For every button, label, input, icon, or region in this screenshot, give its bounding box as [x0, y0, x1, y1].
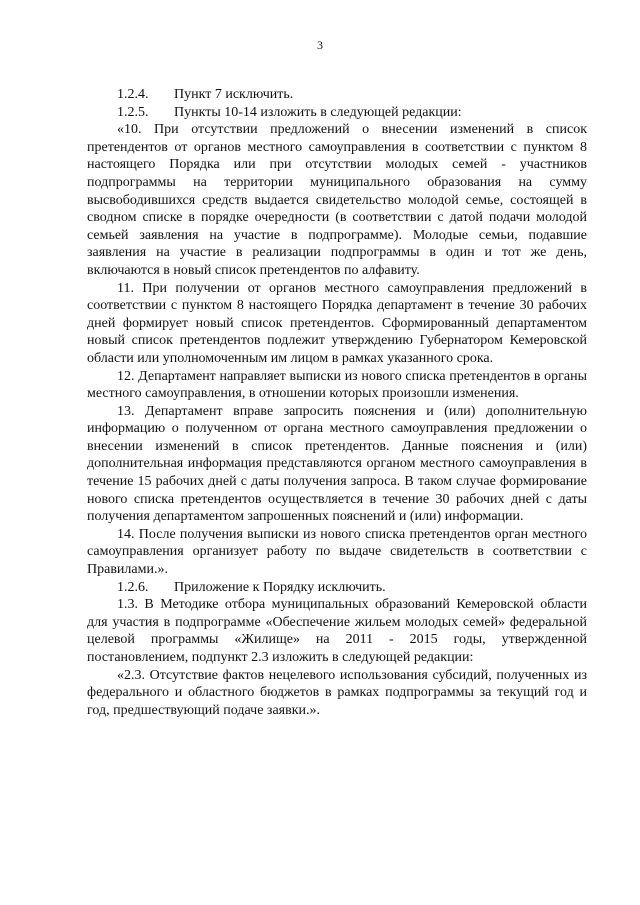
- paragraph-12: 12. Департамент направляет выписки из нового списка претендентов в органы местного самоуправления, в отношении которых произошли изменения.: [87, 368, 587, 402]
- paragraph-2-3: «2.3. Отсутствие фактов нецелевого использования субсидий, полученных из федерального и областного бюджетов в рамках подпрограммы за текущий год и год, предшествующий подаче заявки.».: [87, 667, 587, 718]
- page-number: 3: [317, 38, 323, 52]
- item-1-2-5: [87, 104, 587, 122]
- paragraph-13: 13. Департамент вправе запросить пояснения и (или) дополнительную информацию о полученном от органа местного самоуправления предложении о внесении изменений в список претендентов. Данные пояснения и (или) дополнительная информация представляются органом местного самоуправления в течение 15 рабочих дней с даты получения запроса. В таком случае формирование нового списка претендентов осуществляется в течение 30 рабочих дней с даты получения департаментом запрошенных пояснений и (или) информации.: [87, 403, 587, 525]
- paragraph-14: 14. После получения выписки из нового списка претендентов орган местного самоуправления организует работу по выдаче свидетельств в соответствии с Правилами.».: [87, 526, 587, 578]
- paragraph-10: «10. При отсутствии предложений о внесении изменений в список претендентов от органов местного самоуправления в соответствии с пунктом 8 настоящего Порядка или при отсутствии молодых семей - участников подпрограммы на территории муниципального образования на сумму высвободившихся средств выдается свидетельство молодой семье, состоящей в сводном списке в порядке очередности (в соответствии с датой подачи молодой семьей заявления на участие в подпрограмме). Молодые семьи, подавшие заявления на участие в реализации подпрограммы в один и тот же день, включаются в новый список претендентов по алфавиту.: [87, 122, 587, 278]
- item-1-2-4: [87, 86, 587, 104]
- item-text: Пункты 10-14 изложить в следующей редакции:: [174, 104, 462, 120]
- paragraph-11: 11. При получении от органов местного самоуправления предложений в соответствии с пунктом 8 настоящего Порядка департамент в течение 30 рабочих дней формирует новый список претендентов. Сформированный департаментом новый список претендентов подлежит утверждению Губернатором Кемеровской области или уполномоченным им лицом в рамках указанного срока.: [87, 280, 587, 366]
- paragraph-1-3: 1.3. В Методике отбора муниципальных образований Кемеровской области для участия в подпрограмме «Обеспечение жильем молодых семей» федеральной целевой программы «Жилище» на 2011 - 2015 годы, утвержденной постановлением, подпункт 2.3 изложить в следующей редакции:: [87, 597, 587, 665]
- item-number: 1.2.5.: [117, 104, 149, 120]
- item-1-2-6: [87, 579, 587, 597]
- item-text: Пункт 7 исключить.: [174, 87, 294, 102]
- item-number: 1.2.6.: [117, 579, 149, 595]
- item-text: Приложение к Порядку исключить.: [174, 579, 386, 595]
- document-body: [87, 86, 587, 719]
- item-number: 1.2.4.: [117, 87, 149, 102]
